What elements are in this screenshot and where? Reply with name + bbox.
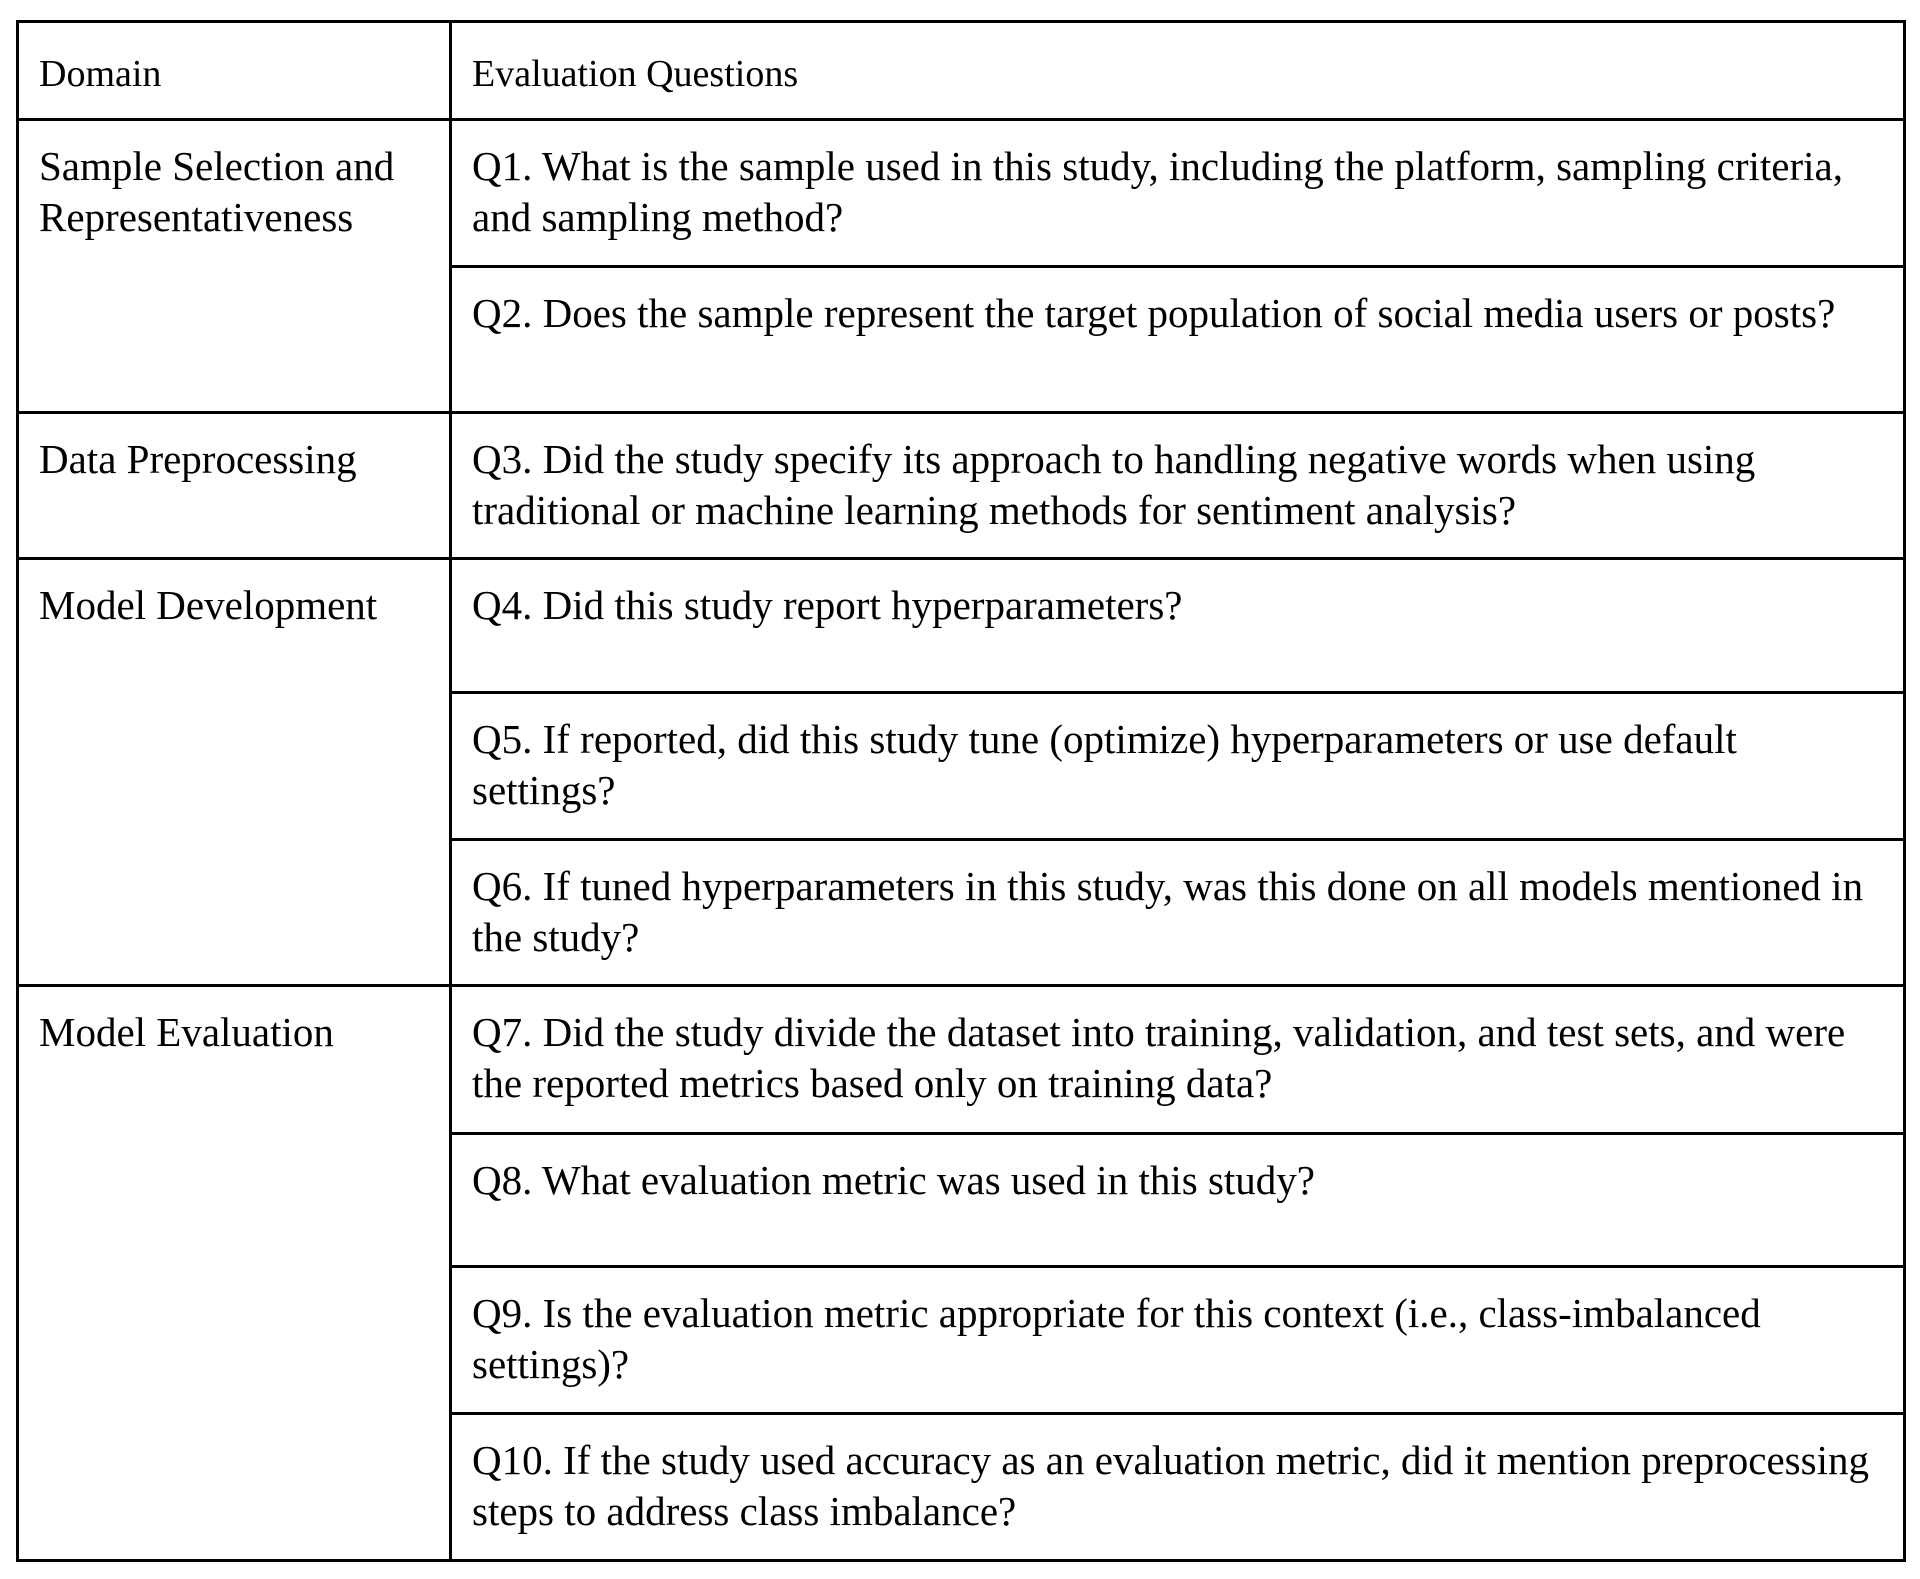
question-cell-q6: Q6. If tuned hyperparameters in this study, was this done on all models mentioned in the study? [451,840,1905,986]
question-cell-q7: Q7. Did the study divide the dataset into training, validation, and test sets, and were the reported metrics based only on training data? [451,986,1905,1134]
header-domain: Domain [18,22,451,120]
table-row [18,413,1905,559]
question-cell-q1: Q1. What is the sample used in this study, including the platform, sampling criteria, and sampling method? [451,120,1905,267]
table-row [18,986,1905,1134]
table-row [18,559,1905,693]
domain-cell-data-preprocessing: Data Preprocessing [18,413,451,559]
domain-cell-sample-selection: Sample Selection and Representativeness [18,120,451,413]
header-evaluation-questions: Evaluation Questions [451,22,1905,120]
evaluation-questions-table [16,20,1906,1562]
question-cell-q10: Q10. If the study used accuracy as an evaluation metric, did it mention preprocessing steps to address class imbalance? [451,1414,1905,1561]
question-cell-q8: Q8. What evaluation metric was used in this study? [451,1134,1905,1267]
table-header-row [18,22,1905,120]
question-cell-q5: Q5. If reported, did this study tune (optimize) hyperparameters or use default settings? [451,693,1905,840]
table-row [18,120,1905,267]
domain-cell-model-evaluation: Model Evaluation [18,986,451,1561]
domain-cell-model-development: Model Development [18,559,451,986]
question-cell-q9: Q9. Is the evaluation metric appropriate for this context (i.e., class-imbalanced settings)? [451,1267,1905,1414]
question-cell-q3: Q3. Did the study specify its approach to handling negative words when using traditional or machine learning methods for sentiment analysis? [451,413,1905,559]
question-cell-q2: Q2. Does the sample represent the target population of social media users or posts? [451,267,1905,413]
question-cell-q4: Q4. Did this study report hyperparameters? [451,559,1905,693]
